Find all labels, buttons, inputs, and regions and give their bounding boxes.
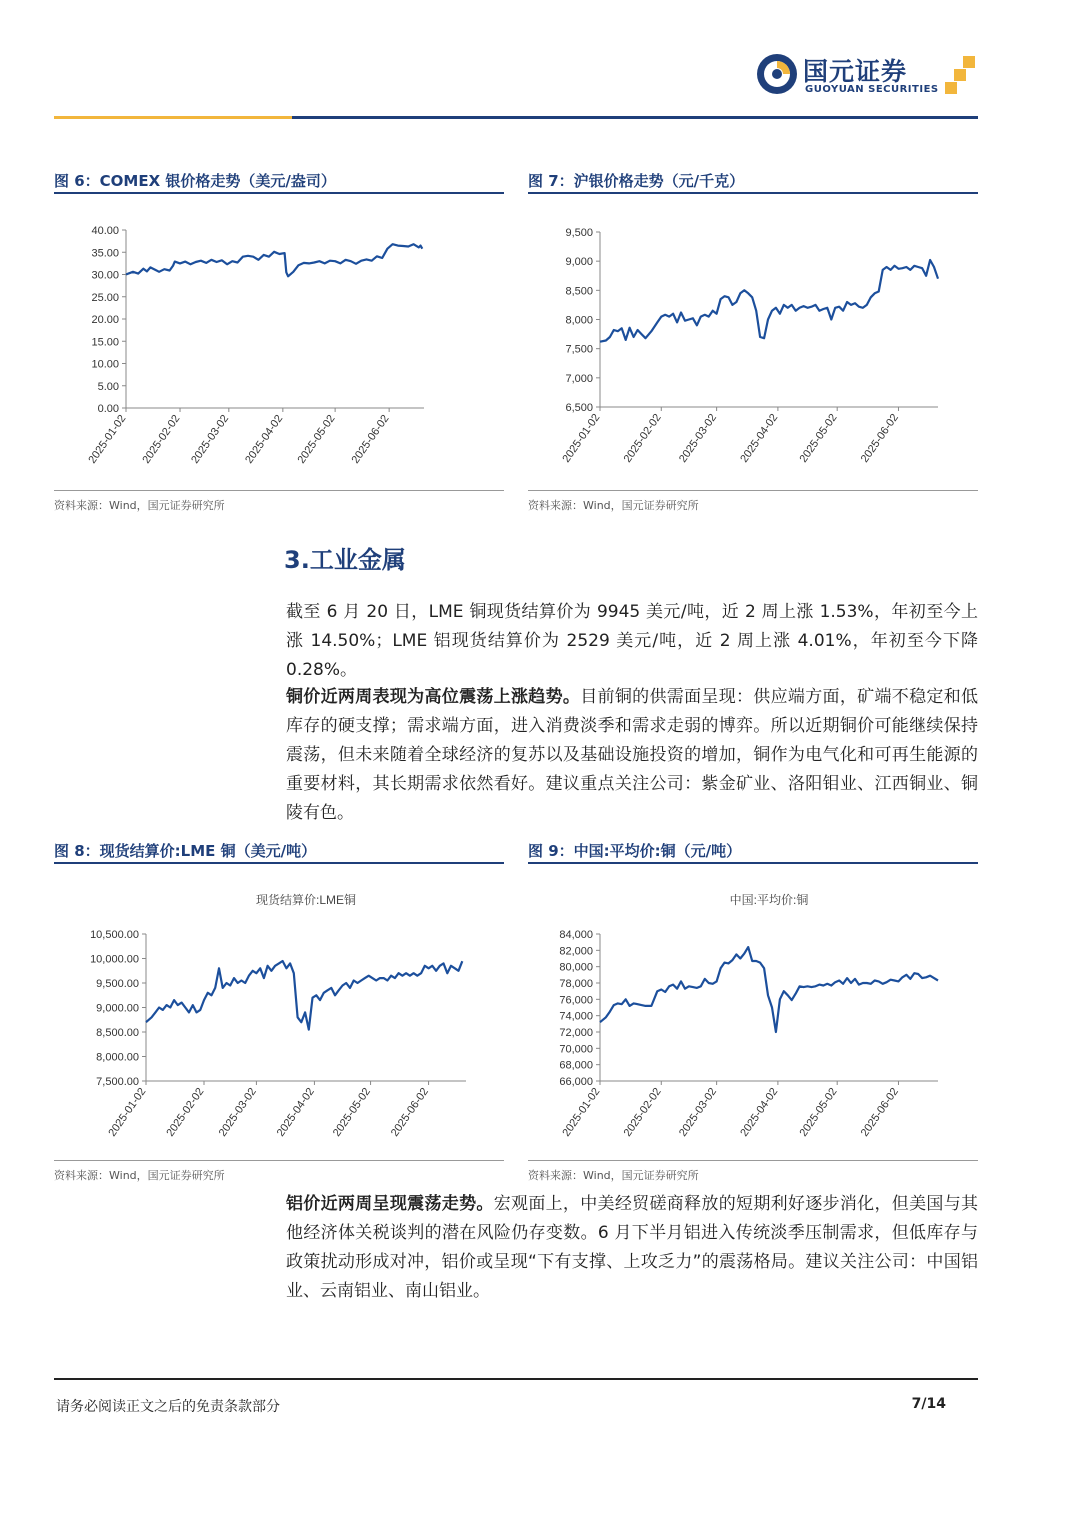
footer-disclaimer: 请务必阅读正文之后的免责条款部分 [56,1399,280,1415]
chart-title: 中国:平均价:铜 [729,893,809,907]
paragraph-aluminum-body: 宏观面上，中美经贸磋商释放的短期利好逐步消化，但美国与其他经济体关税谈判的潜在风险仍存变数。6 月下半月铝进入传统淡季压制需求，但低库存与政策扰动形成对冲，铝价或呈现“下有支撑、上攻乏力”的震荡格局。建议关注公司：中国铝业、云南铝业、南山铝业。 [286,1194,979,1301]
x-tick-label: 2025-05-02 [295,412,338,466]
paragraph-copper [286,683,978,828]
x-tick-label: 2025-02-02 [140,412,183,466]
y-tick-label: 10.00 [91,358,119,371]
y-tick-label: 66,000 [559,1076,593,1088]
y-tick-label: 9,000.00 [96,1002,139,1015]
y-tick-label: 8,500.00 [96,1027,139,1039]
figure-9-chart [528,864,978,1161]
y-tick-label: 9,500.00 [96,978,139,990]
figure-7-chart-svg [528,194,978,490]
y-tick-label: 68,000 [559,1059,593,1072]
footer-rule [54,1378,978,1380]
figure-8-title: 图 8：现货结算价:LME 铜（美元/吨） [54,842,317,860]
paragraph-copper-lead: 铜价近两周表现为高位震荡上涨趋势。 [286,687,581,707]
y-tick-label: 74,000 [559,1010,593,1023]
figure-9-chart-svg [528,864,978,1160]
x-tick-label: 2025-01-02 [560,1085,603,1139]
series-line [126,244,422,276]
y-tick-label: 70,000 [559,1043,593,1056]
x-tick-label: 2025-04-02 [243,412,286,466]
x-tick-label: 2025-05-02 [797,1085,840,1139]
y-tick-label: 35.00 [91,247,119,260]
y-tick-label: 8,000 [565,314,593,327]
y-tick-label: 10,000.00 [90,953,139,966]
y-tick-label: 76,000 [559,994,593,1007]
y-tick-label: 8,000.00 [96,1051,139,1064]
x-tick-label: 2025-06-02 [858,411,901,465]
y-tick-label: 80,000 [559,961,593,974]
y-tick-label: 7,500 [565,343,593,356]
x-tick-label: 2025-04-02 [738,1085,781,1139]
paragraph-lme-prices: 截至 6 月 20 日，LME 铜现货结算价为 9945 美元/吨，近 2 周上涨 1.53%，年初至今上涨 14.50%；LME 铝现货结算价为 2529 美元/吨，近 2 周上涨 4.01%，年初至今下降 0.28%。 [286,602,978,680]
y-tick-label: 10,500.00 [90,929,139,941]
figure-6-source: 资料来源：Wind，国元证券研究所 [54,499,225,512]
figure-8-chart-svg [54,864,504,1160]
x-tick-label: 2025-01-02 [560,411,603,465]
header-rule-blue [292,116,978,119]
x-tick-label: 2025-02-02 [621,1085,664,1139]
series-line [600,260,938,342]
logo-emblem-icon [755,52,799,96]
y-tick-label: 8,500 [565,285,593,298]
header-rule-gold [54,116,292,119]
y-tick-label: 30.00 [91,269,119,282]
figure-7-chart [528,194,978,491]
x-tick-label: 2025-03-02 [189,412,232,466]
y-tick-label: 20.00 [91,314,119,326]
x-tick-label: 2025-04-02 [738,411,781,465]
x-tick-label: 2025-02-02 [164,1085,207,1139]
x-tick-label: 2025-03-02 [216,1085,259,1139]
figure-9-title: 图 9：中国:平均价:铜（元/吨） [528,842,742,860]
x-tick-label: 2025-06-02 [349,412,392,466]
y-tick-label: 6,500 [565,402,593,414]
y-tick-label: 25.00 [91,291,119,304]
y-tick-label: 15.00 [91,336,119,349]
x-tick-label: 2025-03-02 [676,1085,720,1139]
y-tick-label: 40.00 [91,225,119,237]
figure-6-title: 图 6：COMEX 银价格走势（美元/盎司） [54,172,336,190]
section-title: 3.工业金属 [284,546,406,574]
x-tick-label: 2025-03-02 [676,411,720,465]
paragraph-aluminum [286,1190,978,1306]
page-number: 7/14 [911,1396,946,1412]
x-tick-label: 2025-06-02 [858,1085,901,1139]
chart-title: 现货结算价:LME铜 [255,893,357,907]
logo-english-name: GUOYUAN SECURITIES [805,84,939,95]
y-tick-label: 7,500.00 [96,1076,139,1088]
figure-6-chart-svg [54,194,504,490]
figure-7-source: 资料来源：Wind，国元证券研究所 [528,499,699,512]
series-line [146,961,462,1030]
x-tick-label: 2025-01-02 [106,1085,149,1139]
y-tick-label: 78,000 [559,978,593,990]
y-tick-label: 0.00 [97,403,119,415]
y-tick-label: 84,000 [559,929,593,941]
logo-gold-steps-icon [945,56,977,96]
x-tick-label: 2025-05-02 [797,411,840,465]
figure-8-source: 资料来源：Wind，国元证券研究所 [54,1169,225,1182]
x-tick-label: 2025-02-02 [621,411,664,465]
y-tick-label: 9,500 [565,227,593,239]
x-tick-label: 2025-06-02 [388,1085,432,1139]
logo-chinese-name: 国元证券 [803,57,908,86]
x-tick-label: 2025-01-02 [86,412,129,466]
figure-6-chart [54,194,504,491]
x-tick-label: 2025-04-02 [274,1085,317,1139]
paragraph-copper-body: 目前铜的供需面呈现：供应端方面，矿端不稳定和低库存的硬支撑；需求端方面，进入消费淡季和需求走弱的博弈。所以近期铜价可能继续保持震荡，但未来随着全球经济的复苏以及基础设施投资的增加，铜作为电气化和可再生能源的重要材料，其长期需求依然看好。建议重点关注公司：紫金矿业、洛阳钼业、江西铜业、铜陵有色。 [286,687,979,823]
figure-8-chart [54,864,504,1161]
y-tick-label: 82,000 [559,945,593,958]
y-tick-label: 72,000 [559,1027,593,1039]
figure-7-title: 图 7：沪银价格走势（元/千克） [528,172,745,190]
series-line [600,947,938,1032]
y-tick-label: 7,000 [565,372,593,385]
figure-9-source: 资料来源：Wind，国元证券研究所 [528,1169,699,1182]
y-tick-label: 5.00 [97,380,119,393]
paragraph-aluminum-lead: 铝价近两周呈现震荡走势。 [286,1194,494,1214]
company-logo [755,50,980,100]
x-tick-label: 2025-05-02 [330,1085,374,1139]
y-tick-label: 9,000 [565,256,593,269]
